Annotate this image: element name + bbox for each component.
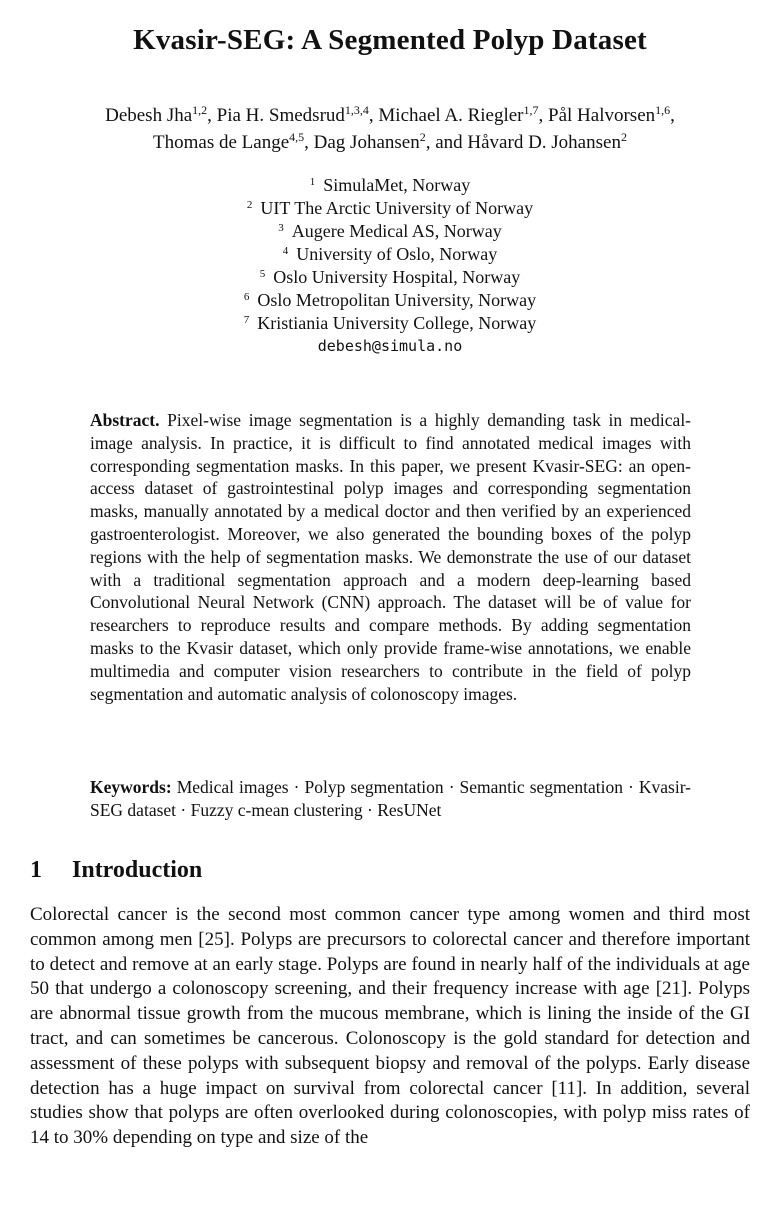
author-affil-marker: 1,3,4 [344, 103, 369, 117]
section-heading [30, 857, 202, 884]
paper-title: Kvasir-SEG: A Segmented Polyp Dataset [133, 24, 647, 56]
affiliation: $^3$ Augere Medical AS, Norway [278, 221, 502, 241]
keywords-label: Keywords: [90, 777, 172, 797]
abstract-text: Pixel-wise image segmentation is a highly demanding task in medical-image analysis. In practice, it is difficult to find annotated medical images with corresponding segmentation masks. In this paper, we present Kvasir-SEG: an open-access dataset of gastrointestinal polyp images and corresponding segmentation masks, manually annotated by a medical doctor and then verified by an experienced gastroenterologist. Moreover, we also generated the bounding boxes of the polyp regions with the help of segmentation masks. We demonstrate the use of our dataset with a traditional segmentation approach and a modern deep-learning based Convolutional Neural Network (CNN) approach. The dataset will be of value for researchers to reproduce results and compare methods. By adding segmentation masks to the Kvasir dataset, which only provide frame-wise annotations, we enable multimedia and computer vision researchers to contribute in the field of polyp segmentation and automatic analysis of colonoscopy images. [90, 410, 692, 704]
abstract [90, 409, 691, 705]
affiliation: $^7$ Kristiania University College, Norway [243, 313, 537, 333]
author-affil-marker: 1,2 [192, 103, 208, 117]
keywords-text: Medical images · Polyp segmentation · Semantic segmentation · Kvasir-SEG dataset · Fuzzy c-mean clustering · ResUNet [90, 777, 692, 820]
author-affil-marker: 2 [620, 130, 627, 144]
affiliation-list [0, 174, 780, 358]
section-title: Introduction [72, 857, 203, 883]
section-number: 1 [30, 857, 42, 883]
keywords [90, 776, 691, 822]
affiliation: $^6$ Oslo Metropolitan University, Norway [243, 290, 537, 310]
author-affil-marker: 2 [419, 130, 426, 144]
author: Michael A. Riegler$^{1,7}$, [378, 103, 549, 126]
author: Håvard D. Johansen$^2$ [467, 130, 627, 153]
author-affil-marker: 1,7 [523, 103, 539, 117]
introduction-paragraph: Colorectal cancer is the second most common cancer type among women and third most common among men [25]. Polyps are precursors to colorectal cancer and therefore important to detect and remove at an early stage. Polyps are found in nearly half of the individuals at age 50 that undergo a colonoscopy screening, and their frequency increase with age [21]. Polyps are abnormal tissue growth from the mucous membrane, which is lining the inside of the GI tract, and can sometimes be cancerous. Colonoscopy is the gold standard for detection and assessment of these polyps with subsequent biopsy and removal of the polyps. Early disease detection has a huge impact on survival from colorectal cancer [11]. In addition, several studies show that polyps are often overlooked during colonoscopies, with polyp miss rates of 14 to 30% depending on type and size of the [30, 904, 750, 1149]
affiliation: $^4$ University of Oslo, Norway [282, 244, 498, 264]
author: Dag Johansen$^2$, and [313, 130, 468, 153]
author: Debesh Jha$^{1,2}$, [105, 103, 217, 126]
contact-email[interactable]: debesh@simula.no [317, 337, 463, 355]
affiliation: $^2$ UIT The Arctic University of Norway [246, 198, 534, 218]
affiliation: $^5$ Oslo University Hospital, Norway [259, 267, 521, 287]
author-affil-marker: 4,5 [289, 130, 305, 144]
abstract-label: Abstract. [90, 410, 160, 430]
author-affil-marker: 1,6 [655, 103, 671, 117]
author-list [20, 102, 760, 156]
affiliation: $^1$ SimulaMet, Norway [309, 175, 471, 195]
author: Thomas de Lange$^{4,5}$, [153, 130, 314, 153]
author: Pia H. Smedsrud$^{1,3,4}$, [216, 103, 379, 126]
author: Pål Halvorsen$^{1,6}$, [548, 103, 675, 126]
